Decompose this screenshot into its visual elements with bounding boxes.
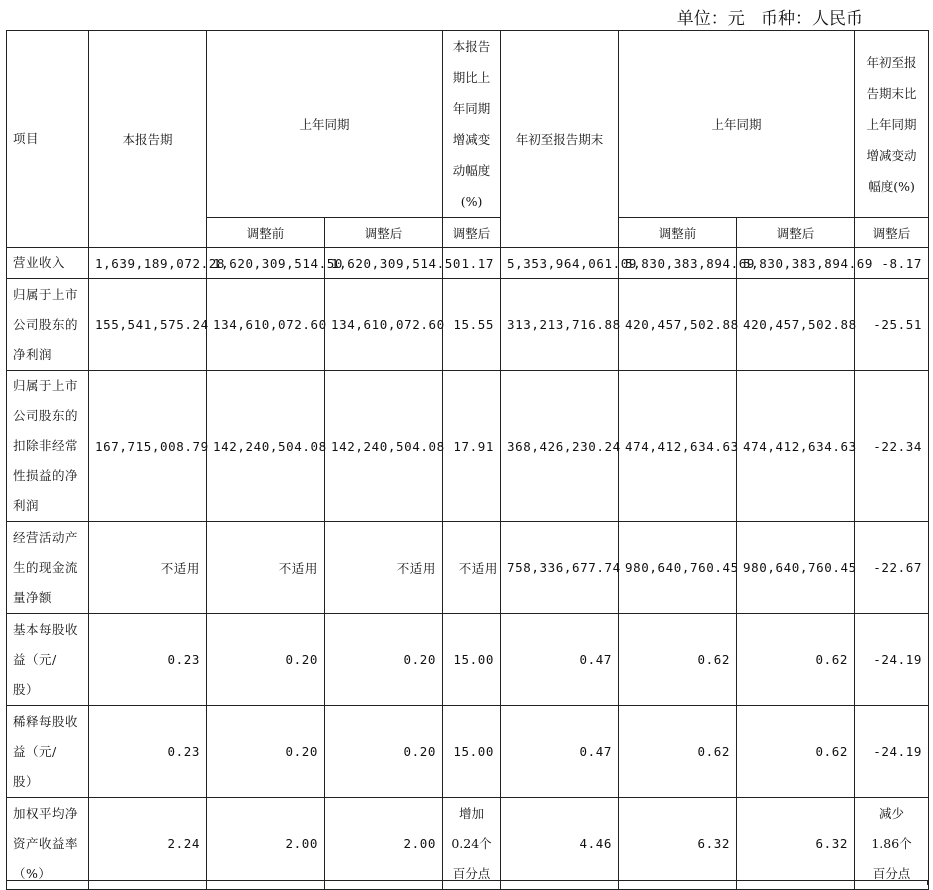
cell-ytd-change-pct: 减少 1.86个 百分点: [855, 798, 929, 890]
cell-ytd-prior-before: 420,457,502.88: [619, 279, 737, 371]
cell-prior-after: 2.00: [325, 798, 443, 890]
cell-change-pct: 1.17: [443, 248, 501, 279]
cell-current: 155,541,575.24: [89, 279, 207, 371]
cell-ytd: 4.46: [501, 798, 619, 890]
cell-prior-before: 0.20: [207, 614, 325, 706]
header-prior-year-ytd: 上年同期: [619, 31, 855, 218]
header-after-adjust: 调整后: [325, 218, 443, 248]
cell-ytd: 5,353,964,061.09: [501, 248, 619, 279]
cell-prior-after: 134,610,072.60: [325, 279, 443, 371]
cell-ytd-change-pct: -25.51: [855, 279, 929, 371]
row-label: 经营活动产 生的现金流 量净额: [7, 522, 89, 614]
row-label: 营业收入: [7, 248, 89, 279]
cell-ytd-change-pct: -24.19: [855, 706, 929, 798]
cell-ytd-change-pct: -24.19: [855, 614, 929, 706]
cell-ytd: 0.47: [501, 706, 619, 798]
cell-prior-after: 1,620,309,514.50: [325, 248, 443, 279]
header-current-period: 本报告期: [89, 31, 207, 248]
header-before-adjust: 调整前: [207, 218, 325, 248]
cell-change-pct: 15.55: [443, 279, 501, 371]
header-before-adjust-ytd: 调整前: [619, 218, 737, 248]
cell-prior-before: 不适用: [207, 522, 325, 614]
cell-ytd-prior-after: 0.62: [737, 706, 855, 798]
header-after-adjust-ytd-chg: 调整后: [855, 218, 929, 248]
table-row: [7, 248, 929, 279]
cell-ytd: 758,336,677.74: [501, 522, 619, 614]
table-row: [7, 614, 929, 706]
cell-prior-before: 1,620,309,514.50: [207, 248, 325, 279]
header-after-adjust-ytd: 调整后: [737, 218, 855, 248]
cell-change-pct: 15.00: [443, 614, 501, 706]
cell-prior-before: 134,610,072.60: [207, 279, 325, 371]
cell-ytd-prior-before: 6.32: [619, 798, 737, 890]
cell-change-pct: 17.91: [443, 371, 501, 522]
cell-current: 0.23: [89, 614, 207, 706]
cell-prior-before: 0.20: [207, 706, 325, 798]
row-label: 归属于上市 公司股东的 净利润: [7, 279, 89, 371]
financial-data-table: [6, 30, 929, 890]
cell-change-pct: 不适用: [443, 522, 501, 614]
cell-current: 1,639,189,072.28: [89, 248, 207, 279]
cell-ytd: 313,213,716.88: [501, 279, 619, 371]
cell-change-pct: 增加 0.24个 百分点: [443, 798, 501, 890]
cell-ytd-prior-before: 474,412,634.63: [619, 371, 737, 522]
cell-current: 2.24: [89, 798, 207, 890]
cell-change-pct: 15.00: [443, 706, 501, 798]
row-label: 基本每股收 益（元/ 股）: [7, 614, 89, 706]
table-row: [7, 279, 929, 371]
header-change-pct-ytd: 年初至报 告期末比 上年同期 增减变动 幅度(%): [855, 31, 929, 218]
header-prior-year: 上年同期: [207, 31, 443, 218]
table-row: [7, 522, 929, 614]
table-row: [7, 706, 929, 798]
cell-prior-before: 2.00: [207, 798, 325, 890]
cell-prior-after: 142,240,504.08: [325, 371, 443, 522]
cell-current: 0.23: [89, 706, 207, 798]
cell-prior-after: 0.20: [325, 706, 443, 798]
cell-prior-after: 0.20: [325, 614, 443, 706]
cell-ytd: 368,426,230.24: [501, 371, 619, 522]
cell-ytd-change-pct: -22.67: [855, 522, 929, 614]
cell-ytd-prior-after: 6.32: [737, 798, 855, 890]
cell-ytd-change-pct: -8.17: [855, 248, 929, 279]
table-row: [7, 798, 929, 890]
row-label: 归属于上市 公司股东的 扣除非经常 性损益的净 利润: [7, 371, 89, 522]
table-row: [7, 371, 929, 522]
header-item: 项目: [7, 31, 89, 248]
table-continuation: [6, 880, 928, 885]
cell-current: 167,715,008.79: [89, 371, 207, 522]
cell-ytd-prior-after: 474,412,634.63: [737, 371, 855, 522]
cell-ytd: 0.47: [501, 614, 619, 706]
cell-ytd-prior-after: 5,830,383,894.69: [737, 248, 855, 279]
row-label: 稀释每股收 益（元/ 股）: [7, 706, 89, 798]
header-after-adjust-chg: 调整后: [443, 218, 501, 248]
cell-ytd-prior-after: 0.62: [737, 614, 855, 706]
cell-prior-before: 142,240,504.08: [207, 371, 325, 522]
cell-ytd-change-pct: -22.34: [855, 371, 929, 522]
cell-current: 不适用: [89, 522, 207, 614]
cell-ytd-prior-before: 0.62: [619, 706, 737, 798]
header-change-pct-current: 本报告 期比上 年同期 增减变 动幅度 (%): [443, 31, 501, 218]
row-label: 加权平均净 资产收益率 （%）: [7, 798, 89, 890]
cell-ytd-prior-before: 0.62: [619, 614, 737, 706]
cell-ytd-prior-before: 5,830,383,894.69: [619, 248, 737, 279]
cell-ytd-prior-after: 980,640,760.45: [737, 522, 855, 614]
header-row-top: [7, 31, 929, 218]
unit-currency-note: 单位：元 币种：人民币: [676, 9, 863, 29]
header-ytd: 年初至报告期末: [501, 31, 619, 248]
cell-ytd-prior-after: 420,457,502.88: [737, 279, 855, 371]
cell-prior-after: 不适用: [325, 522, 443, 614]
cell-ytd-prior-before: 980,640,760.45: [619, 522, 737, 614]
